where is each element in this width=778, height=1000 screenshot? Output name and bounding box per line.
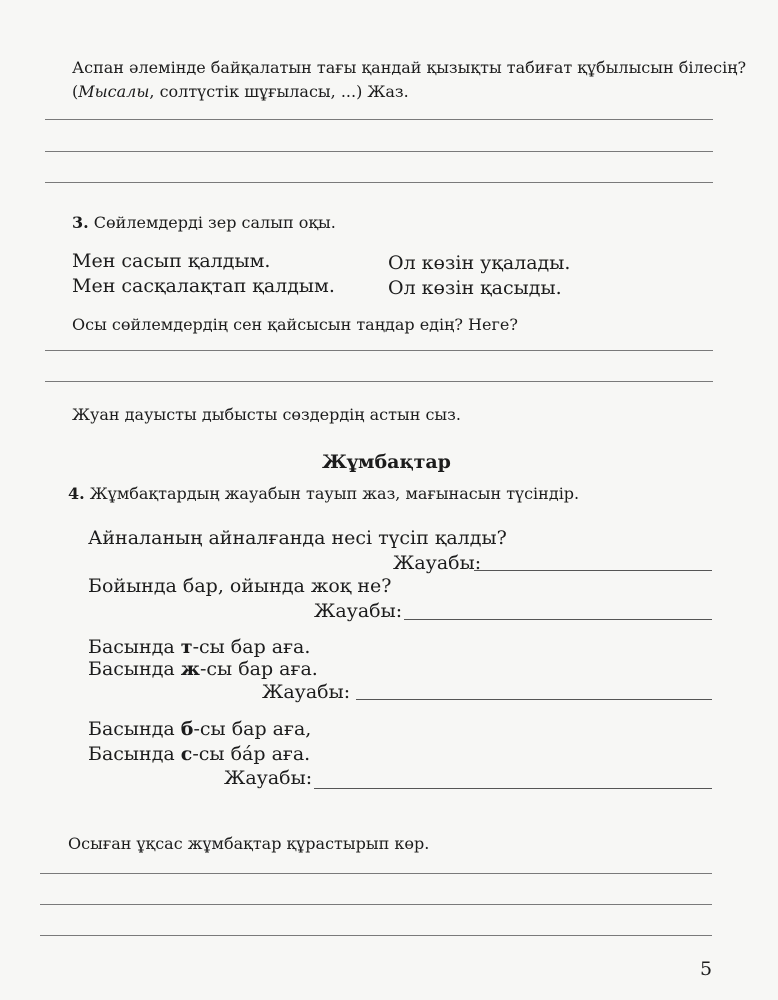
create-task: Осыған ұқсас жұмбақтар құрастырып көр.	[68, 834, 430, 853]
riddle-4-letter-1: б	[180, 718, 194, 740]
writing-line[interactable]	[45, 151, 713, 152]
riddle-4-line-2-post: -сы ба́р аға.	[192, 743, 311, 765]
writing-line[interactable]	[40, 935, 712, 936]
q3-instruction: Сөйлемдерді зер салып оқы.	[93, 213, 336, 232]
riddle-4-letter-2: с	[180, 743, 193, 765]
answer-label-1: Жауабы:	[393, 552, 482, 574]
writing-line[interactable]	[45, 119, 713, 120]
page-number: 5	[700, 958, 713, 980]
riddle-3-line-2	[88, 658, 318, 680]
writing-line[interactable]	[40, 904, 712, 905]
section-title: Жұмбақтар	[322, 451, 451, 473]
answer-label-2: Жауабы:	[314, 600, 403, 622]
riddle-3-line-2-pre: Басында	[88, 658, 181, 680]
writing-line[interactable]	[40, 873, 712, 874]
answer-line-3[interactable]	[356, 699, 712, 700]
sentence-left-1: Мен сасып қалдым.	[72, 250, 271, 272]
answer-line-1[interactable]	[474, 570, 712, 571]
q2-question-line1: Аспан әлемінде байқалатын тағы қандай қызықты табиғат құбылысын білесің?	[72, 58, 747, 77]
example-word: Мысалы	[78, 82, 150, 101]
q3-number: 3.	[72, 213, 89, 232]
underline-task: Жуан дауысты дыбысты сөздердің астын сыз.	[72, 405, 461, 424]
riddle-3-line-1-post: -сы бар аға.	[192, 636, 311, 658]
riddle-3-line-1-pre: Басында	[88, 636, 181, 658]
answer-line-2[interactable]	[404, 619, 712, 620]
q3-question: Осы сөйлемдердің сен қайсысын таңдар едің? Неге?	[72, 315, 518, 334]
writing-line[interactable]	[45, 381, 713, 382]
riddle-3-line-1	[88, 636, 310, 658]
riddle-4-line-1	[88, 718, 311, 740]
answer-label-3: Жауабы:	[262, 681, 351, 703]
q4-instruction: Жұмбақтардың жауабын тауып жаз, мағынасын түсіндір.	[89, 484, 580, 503]
q4-number: 4.	[68, 484, 85, 503]
sentence-left-2: Мен сасқалақтап қалдым.	[72, 275, 335, 297]
writing-line[interactable]	[45, 182, 713, 183]
riddle-3-line-2-post: -сы бар аға.	[199, 658, 318, 680]
riddle-4-line-2	[88, 743, 310, 765]
riddle-4-line-2-pre: Басында	[88, 743, 181, 765]
q4-heading	[68, 484, 579, 503]
q3-heading	[72, 213, 336, 232]
riddle-4-line-1-pre: Басында	[88, 718, 181, 740]
riddle-2: Бойында бар, ойында жоқ не?	[88, 575, 392, 597]
answer-label-4: Жауабы:	[224, 767, 313, 789]
q2-question-line2: (Мысалы, солтүстік шұғыласы, ...) Жаз.	[72, 82, 409, 101]
sentence-right-1: Ол көзін уқалады.	[388, 252, 571, 274]
sentence-right-2: Ол көзін қасыды.	[388, 277, 562, 299]
riddle-1: Айналаның айналғанда несі түсіп қалды?	[88, 527, 507, 549]
riddle-3-letter-2: ж	[180, 658, 200, 680]
q2-question-line2-rest: , солтүстік шұғыласы, ...) Жаз.	[149, 82, 409, 101]
answer-line-4[interactable]	[314, 788, 712, 789]
riddle-4-line-1-post: -сы бар аға,	[193, 718, 312, 740]
writing-line[interactable]	[45, 350, 713, 351]
riddle-3-letter-1: т	[180, 636, 193, 658]
